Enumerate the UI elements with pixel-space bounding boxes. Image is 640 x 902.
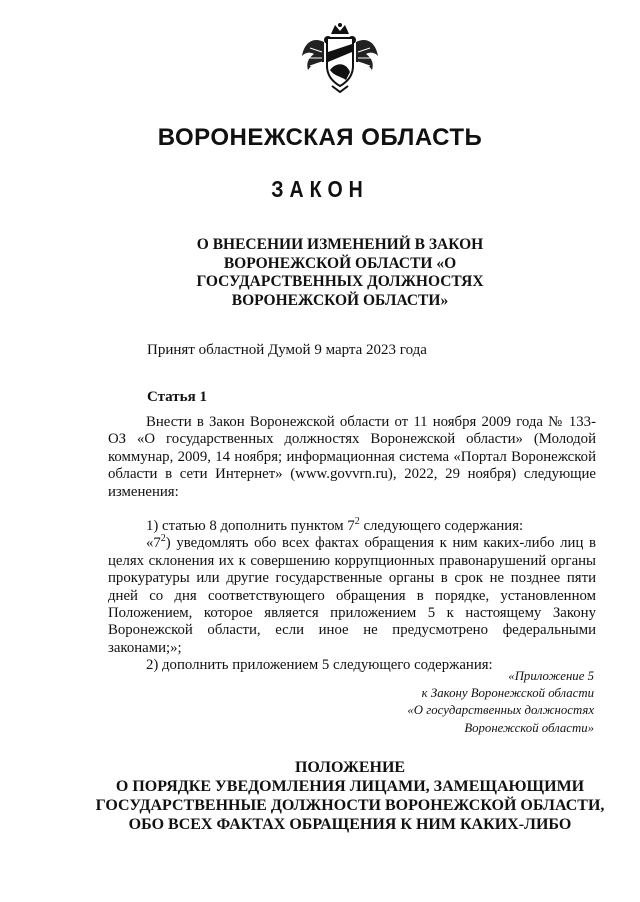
regulation-heading xyxy=(95,758,605,834)
item1-superscript: 2 xyxy=(354,516,360,528)
amendments xyxy=(108,518,596,675)
amendment-item-1 xyxy=(108,518,596,535)
appendix-line: к Закону Воронежской области xyxy=(421,686,594,701)
law-title-line: ВОРОНЕЖСКОЙ ОБЛАСТИ» xyxy=(231,291,449,309)
law-title xyxy=(150,236,530,310)
quote-text: ) уведомлять обо всех фактах обращения к ним каких-либо лиц в целях склонения их к совершению коррупционных правонарушений органы прокуратуры или другие государственные органы в срок не позднее пяти дней со дня соответствующего обращения в порядке, установленном Положением, которое является приложением 5 к настоящему Закону Воронежской области, если иное не предусмотрено федеральными законами;»; xyxy=(108,535,596,656)
appendix-line: «О государственных должностях xyxy=(407,703,594,718)
quoted-paragraph xyxy=(108,535,596,657)
law-title-line: ГОСУДАРСТВЕННЫХ ДОЛЖНОСТЯХ xyxy=(196,273,484,290)
regulation-title: ПОЛОЖЕНИЕ xyxy=(294,759,406,776)
article-heading: Статья 1 xyxy=(147,389,207,405)
appendix-reference xyxy=(407,668,594,737)
law-title-line: О ВНЕСЕНИИ ИЗМЕНЕНИЙ В ЗАКОН xyxy=(196,236,484,253)
law-title-line: ВОРОНЕЖСКОЙ ОБЛАСТИ «О xyxy=(223,254,457,272)
regulation-line: ГОСУДАРСТВЕННЫЕ ДОЛЖНОСТИ ВОРОНЕЖСКОЙ ОБЛАСТИ, xyxy=(95,797,605,814)
item1-after: следующего содержания: xyxy=(359,518,524,534)
quote-superscript: 2 xyxy=(160,533,166,545)
adoption-date: Принят областной Думой 9 марта 2023 года xyxy=(147,342,427,358)
regulation-line: ОБО ВСЕХ ФАКТАХ ОБРАЩЕНИЯ К НИМ КАКИХ-ЛИБО xyxy=(128,816,572,833)
appendix-line: «Приложение 5 xyxy=(508,669,594,683)
appendix-line: Воронежской области» xyxy=(464,720,594,735)
quote-open: «7 xyxy=(146,535,161,552)
coat-of-arms-icon xyxy=(300,22,380,94)
item1-before: 1) статью 8 дополнить пунктом 7 xyxy=(146,518,355,534)
region-name: ВОРОНЕЖСКАЯ ОБЛАСТЬ xyxy=(157,124,483,151)
regulation-line: О ПОРЯДКЕ УВЕДОМЛЕНИЯ ЛИЦАМИ, ЗАМЕЩАЮЩИМИ xyxy=(115,778,585,795)
article-intro-text: Внести в Закон Воронежской области от 11 ноября 2009 года № 133-ОЗ «О государственных должностях Воронежской области» (Молодой коммунар, 2009, 14 ноября; информационная система «Портал Воронежской области в сети Интернет» (www.govvrn.ru), 2022, 29 ноября) следующие изменения: xyxy=(108,414,596,500)
amendment-item-2: 2) дополнить приложением 5 следующего содержания: xyxy=(146,657,493,674)
article-intro xyxy=(108,414,596,501)
document-type: ЗАКОН xyxy=(271,176,369,202)
